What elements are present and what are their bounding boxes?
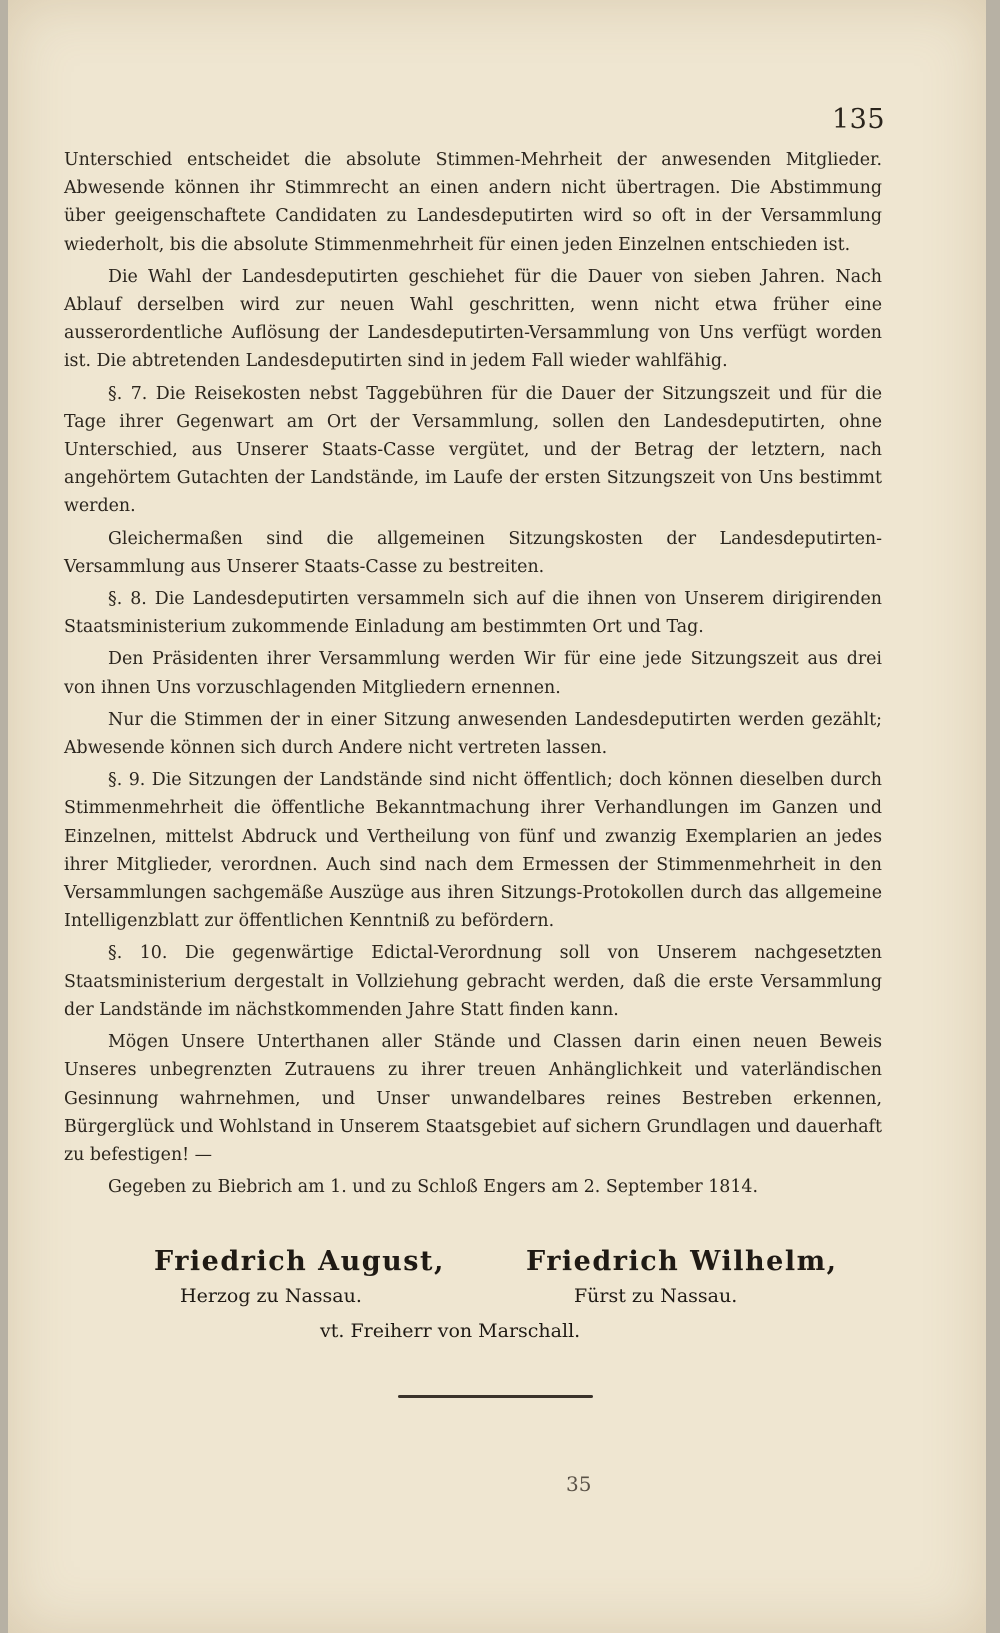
paragraph: Den Präsidenten ihrer Versammlung werden Wir für eine jede Sitzungszeit aus drei von ihnen Uns vorzuschlagenden Mitgliedern ernennen. bbox=[64, 649, 882, 698]
signature-right-name: Friedrich Wilhelm, bbox=[526, 1246, 838, 1277]
page-number-top: 135 bbox=[832, 104, 886, 135]
paragraph-section-9: §. 9. Die Sitzungen der Landstände sind nicht öffentlich; doch können dieselben durch Stimmenmehrheit die öffentliche Bekanntmachung ihrer Verhandlungen im Ganzen und Einzelnen, mittelst Abdruck und Vertheilung von fünf und zwanzig Exemplarien an jedes ihrer Mitglieder, verordnen. Auch sind nach dem Ermessen der Stimmenmehrheit in den Versammlungen sachgemäße Auszüge aus ihren Sitzungs-Protokollen durch das allgemeine Intelligenzblatt zur öffentlichen Kenntniß zu befördern. bbox=[64, 770, 882, 932]
signature-left-title: Herzog zu Nassau. bbox=[180, 1285, 362, 1307]
dating-line: Gegeben zu Biebrich am 1. und zu Schloß Engers am 2. September 1814. bbox=[108, 1177, 759, 1198]
document-body bbox=[64, 146, 882, 1205]
paragraph: Die Wahl der Landesdeputirten geschiehet für die Dauer von sieben Jahren. Nach Ablauf derselben wird zur neuen Wahl geschritten, wenn nicht etwa früher eine ausserordentliche Auflösung der Landesdeputirten-Versammlung von Uns verfügt worden ist. Die abtretenden Landesdeputirten sind in jedem Fall wieder wahlfähig. bbox=[64, 266, 882, 372]
signature-right bbox=[526, 1246, 838, 1307]
countersignature: vt. Freiherr von Marschall. bbox=[320, 1320, 581, 1342]
paragraph-section-7: §. 7. Die Reisekosten nebst Taggebühren für die Dauer der Sitzungszeit und für die Tage ihrer Gegenwart am Ort der Versammlung, sollen den Landesdeputirten, ohne Unterschied, aus Unserer Staats-Casse vergütet, und der Betrag der letztern, nach angehörtem Gutachten der Landstände, im Laufe der ersten Sitzungszeit von Uns bestimmt werden. bbox=[64, 383, 882, 517]
paragraph-section-10: §. 10. Die gegenwärtige Edictal-Verordnung soll von Unserem nachgesetzten Staatsministerium dergestalt in Vollziehung gebracht werden, daß die erste Versammlung der Landstände im nächstkommenden Jahre Statt finden kann. bbox=[64, 943, 882, 1020]
paragraph: Unterschied entscheidet die absolute Stimmen-Mehrheit der anwesenden Mitglieder. Abwesende können ihr Stimmrecht an einen andern nicht übertragen. Die Abstimmung über geeigenschaftete Candidaten zu Landesdeputirten wird so oft in der Versammlung wiederholt, bis die absolute Stimmenmehrheit für einen jeden Einzelnen entschieden ist. bbox=[64, 150, 882, 255]
signature-right-title: Fürst zu Nassau. bbox=[574, 1285, 738, 1307]
document-page bbox=[8, 0, 986, 1633]
signature-left-name: Friedrich August, bbox=[154, 1246, 445, 1277]
paragraph: Mögen Unsere Unterthanen aller Stände und Classen darin einen neuen Beweis Unseres unbegrenzten Zutrauens zu ihrer treuen Anhänglichkeit und vaterländischen Gesinnung wahrnehmen, und Unser unwandelbares reines Bestreben erkennen, Bürgerglück und Wohlstand in Unserem Staatsgebiet auf sichern Grundlagen und dauerhaft zu befestigen! — bbox=[64, 1032, 882, 1165]
paragraph-section-8: §. 8. Die Landesdeputirten versammeln sich auf die ihnen von Unserem dirigirenden Staatsministerium zukommende Einladung am bestimmten Ort und Tag. bbox=[64, 589, 882, 638]
page-number-bottom: 35 bbox=[566, 1472, 592, 1496]
signature-left bbox=[154, 1246, 445, 1307]
divider-rule bbox=[398, 1395, 593, 1398]
paragraph: Gleichermaßen sind die allgemeinen Sitzungskosten der Landesdeputirten-Versammlung aus Unserer Staats-Casse zu bestreiten. bbox=[64, 528, 882, 577]
paragraph: Nur die Stimmen der in einer Sitzung anwesenden Landesdeputirten werden gezählt; Abwesende können sich durch Andere nicht vertreten lassen. bbox=[64, 709, 882, 759]
